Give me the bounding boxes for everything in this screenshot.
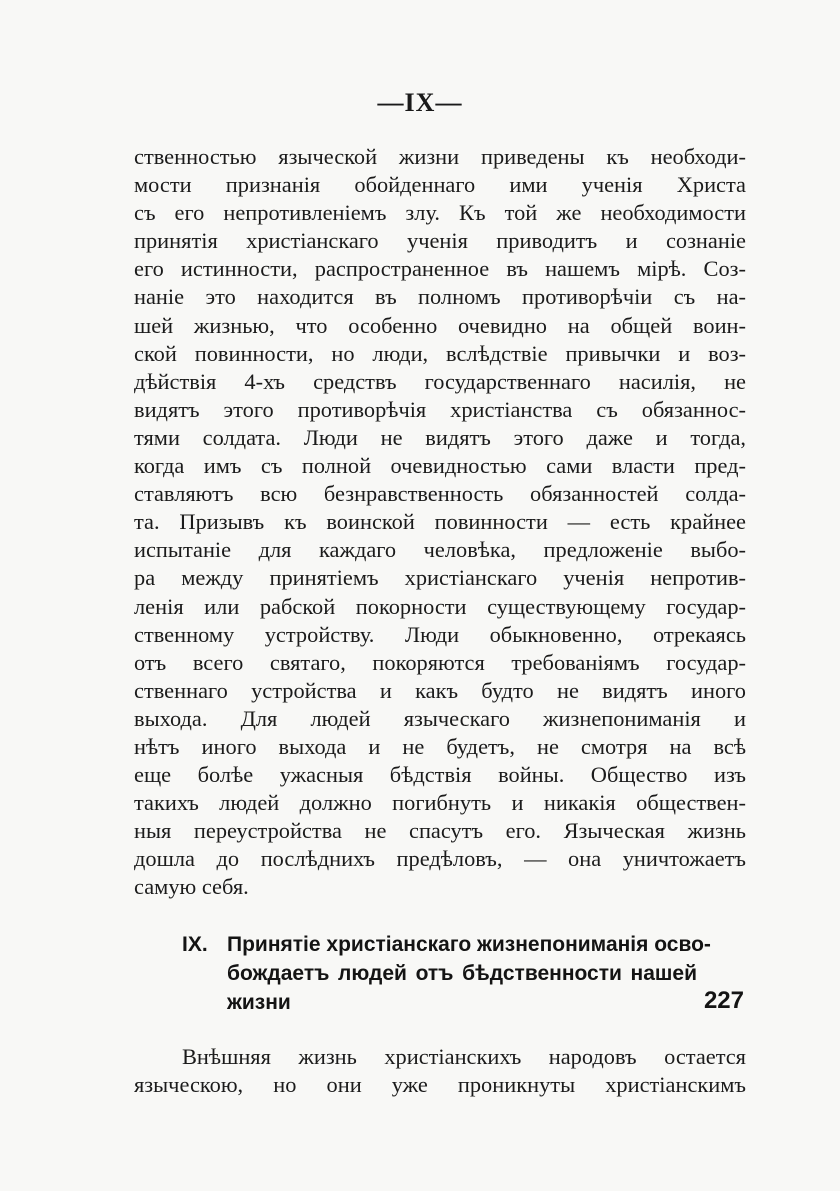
text-line: самую себя.	[134, 874, 249, 900]
paragraph-next	[134, 1043, 746, 1099]
text-line: ставляютъ всю безнравственность обязанностей солда-	[134, 481, 746, 507]
text-line: такихъ людей должно погибнуть и никакія обществен-	[134, 790, 746, 816]
chapter-page-number: 227	[703, 987, 744, 1014]
chapter-title-line: Принятіе христіанскаго жизнепониманія осво-	[227, 933, 711, 956]
text-line: отъ всего святаго, покоряются требованіямъ государ-	[134, 649, 746, 675]
text-line: принятія христіанскаго ученія приводитъ и сознаніе	[134, 228, 746, 254]
text-line: Внѣшняя жизнь христіанскихъ народовъ остается	[182, 1044, 746, 1069]
text-line: ской повинности, но люди, вслѣдствіе привычки и воз-	[134, 340, 746, 366]
chapter-heading	[182, 930, 744, 1017]
text-line: выхода. Для людей языческаго жизнепониманія и	[134, 705, 746, 731]
text-line: испытаніе для каждаго человѣка, предложеніе выбо-	[134, 537, 746, 563]
text-line: ленія или рабской покорности существующему государ-	[134, 593, 746, 619]
text-line: языческою, но они уже проникнуты христіанскимъ	[134, 1072, 746, 1098]
text-line: мости признанія обойденнаго ими ученія Христа	[134, 172, 746, 198]
text-line: съ его непротивленіемъ злу. Къ той же необходимости	[134, 200, 746, 226]
chapter-title-line: жизни	[227, 991, 291, 1014]
text-line: дѣйствія 4-хъ средствъ государственнаго насилія, не	[134, 368, 746, 394]
paragraph-main	[134, 143, 746, 902]
text-line: шей жизнью, что особенно очевидно на общей воин-	[134, 312, 746, 338]
text-line: еще болѣе ужасныя бѣдствія войны. Общество изъ	[134, 762, 746, 788]
text-line: дошла до послѣднихъ предѣловъ, — она уничтожаетъ	[134, 846, 746, 872]
text-line: ственнаго устройства и какъ будто не видятъ иного	[134, 677, 746, 703]
chapter-title-line: бождаетъ людей отъ бѣдственности нашей	[227, 962, 697, 985]
text-line: видятъ этого противорѣчія христіанства съ обязаннос-	[134, 396, 746, 422]
text-line: тями солдата. Люди не видятъ этого даже и тогда,	[134, 424, 746, 450]
text-line: ственному устройству. Люди обыкновенно, отрекаясь	[134, 621, 746, 647]
text-line: ныя переустройства не спасутъ его. Языческая жизнь	[134, 818, 746, 844]
page-header: —IX—	[377, 88, 463, 117]
text-line: наніе это находится въ полномъ противорѣчіи съ на-	[134, 284, 746, 310]
text-line: когда имъ съ полной очевидностью сами власти пред-	[134, 453, 746, 479]
text-line: его истинности, распространенное въ нашемъ мірѣ. Соз-	[134, 256, 746, 282]
text-line: та. Призывъ къ воинской повинности — есть крайнее	[134, 509, 746, 535]
text-line: ра между принятіемъ христіанскаго ученія непротив-	[134, 565, 746, 591]
chapter-number: IX.	[182, 933, 208, 956]
text-line: ственностью языческой жизни приведены къ необходи-	[134, 144, 746, 169]
text-line: нѣтъ иного выхода и не будетъ, не смотря на всѣ	[134, 733, 746, 759]
